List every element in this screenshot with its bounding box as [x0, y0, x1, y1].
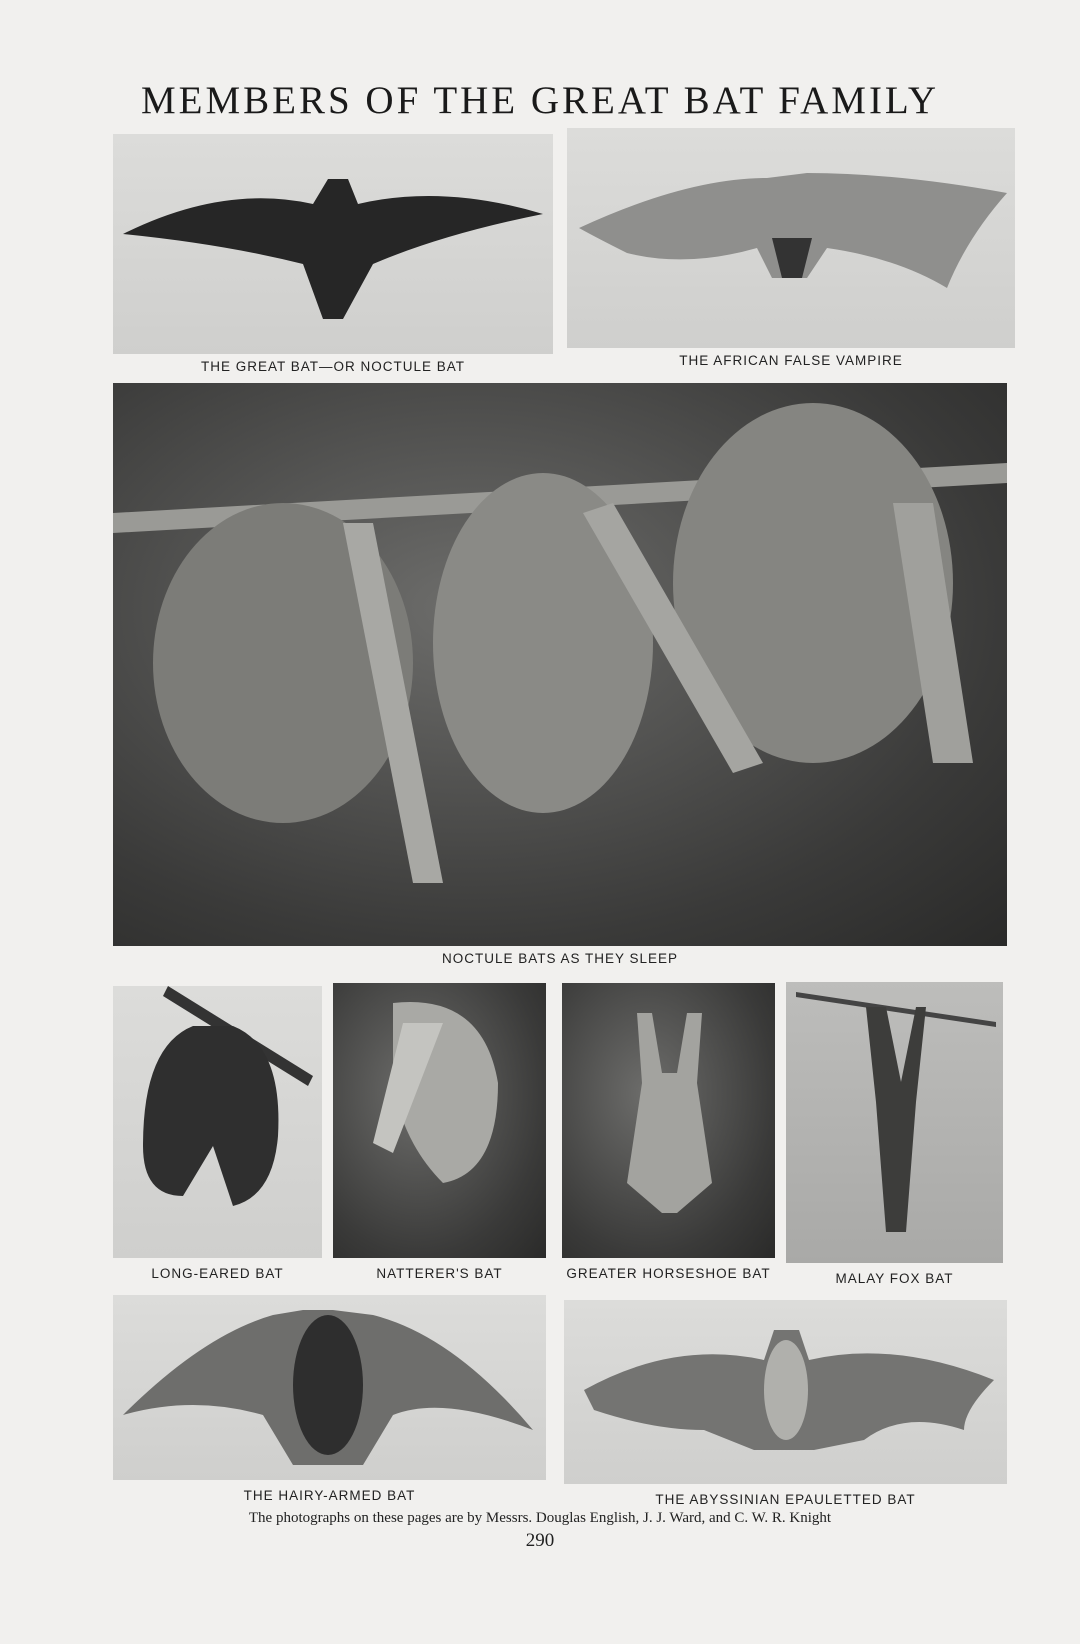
photo-malay-fox-bat [786, 982, 1003, 1263]
caption: NATTERER'S BAT [376, 1266, 503, 1281]
caption: NOCTULE BATS AS THEY SLEEP [441, 951, 679, 966]
photo-natterers-bat [333, 983, 546, 1258]
bat-spread-wings-image [113, 134, 553, 354]
photo-long-eared-bat [113, 986, 322, 1258]
caption: THE HAIRY-ARMED BAT [243, 1488, 416, 1503]
caption: THE AFRICAN FALSE VAMPIRE [679, 353, 903, 368]
photo-greater-horseshoe-bat [562, 983, 775, 1258]
caption: MALAY FOX BAT [835, 1271, 954, 1286]
caption: GREATER HORSESHOE BAT [566, 1266, 771, 1281]
bat-spread-wings-image [567, 128, 1015, 348]
bat-spread-wings-image [113, 1295, 546, 1480]
hanging-bat-image [333, 983, 546, 1258]
photo-african-false-vampire [567, 128, 1015, 348]
hanging-bat-image [786, 982, 1003, 1263]
sleeping-bats-image [113, 383, 1007, 946]
page-number: 290 [525, 1530, 555, 1551]
photo-great-bat [113, 134, 553, 354]
caption: THE GREAT BAT—OR NOCTULE BAT [200, 359, 466, 374]
photo-credit: The photographs on these pages are by Messrs. Douglas English, J. J. Ward, and C. W. R. Knight [248, 1510, 832, 1526]
hanging-bat-image [113, 986, 322, 1258]
caption: THE ABYSSINIAN EPAULETTED BAT [655, 1492, 916, 1507]
photo-hairy-armed-bat [113, 1295, 546, 1480]
photo-noctule-bats-sleeping [113, 383, 1007, 946]
bat-spread-wings-image [564, 1300, 1007, 1484]
page-title: MEMBERS OF THE GREAT BAT FAMILY [140, 79, 940, 122]
caption: LONG-EARED BAT [151, 1266, 284, 1281]
hanging-bat-image [562, 983, 775, 1258]
photo-abyssinian-epauletted-bat [564, 1300, 1007, 1484]
